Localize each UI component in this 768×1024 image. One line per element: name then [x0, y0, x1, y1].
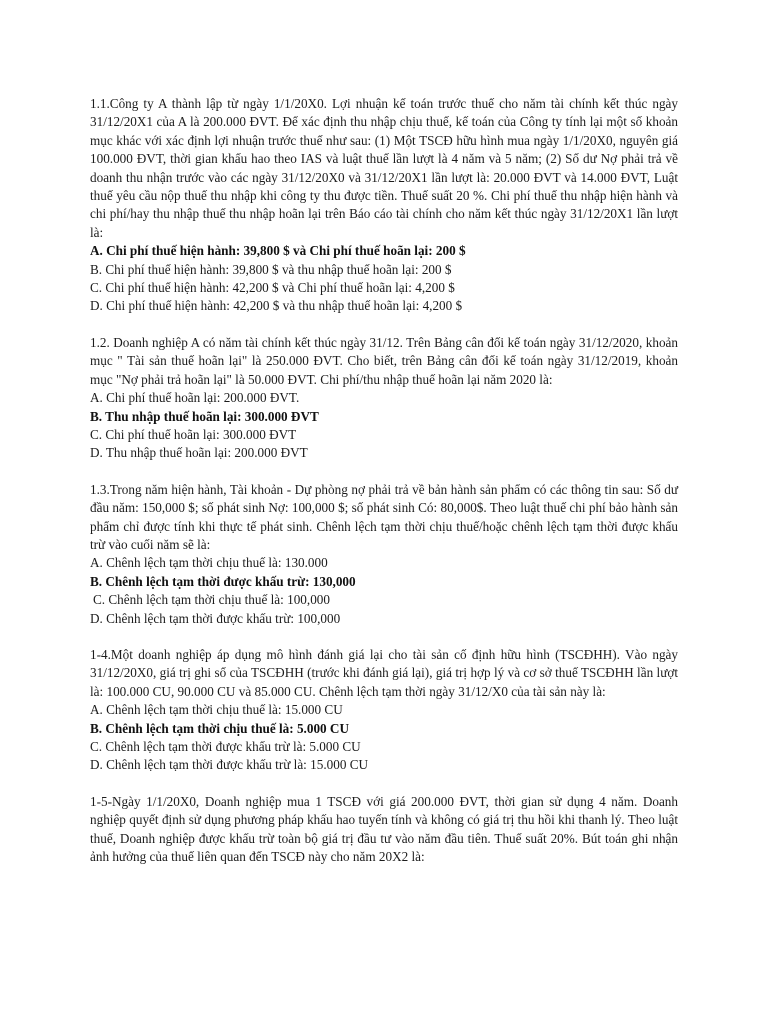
option-b-correct: B. Thu nhập thuế hoãn lại: 300.000 ĐVT: [90, 408, 319, 424]
option-b-correct: B. Chênh lệch tạm thời được khấu trừ: 130,000: [90, 573, 356, 589]
question-text: 1.1.Công ty A thành lập từ ngày 1/1/20X0. Lợi nhuận kế toán trước thuế cho năm tài chính kết thúc ngày 31/12/20X1 của A là 200.000 ĐVT. Để xác định thu nhập chịu thuế, kế toán của Công ty tính lại một số khoản mục khác với xác định lợi nhuận trước thuế như sau: (1) Một TSCĐ hữu hình mua ngày 1/1/20X0, nguyên giá 100.000 ĐVT, thời gian khấu hao theo IAS và luật thuế lần lượt là 4 năm và 5 năm; (2) Số dư Nợ phải trả về doanh thu nhận trước vào các ngày 31/12/20X0 và 31/12/20X1 lần lượt là: 20.000 ĐVT và 14.000 ĐVT, Luật thuế yêu cầu nộp thuế thu nhập khi công ty thu được tiền. Thuế suất 20 %. Chi phí thuế thu nhập hiện hành và chi phí/hay thu nhập thuế thu nhập hoãn lại trên Báo cáo tài chính cho năm kết thúc ngày 31/12/20X1 lần lượt là:: [90, 96, 678, 240]
option-b-correct: B. Chênh lệch tạm thời chịu thuế là: 5.000 CU: [90, 720, 349, 736]
option-a: A. Chênh lệch tạm thời chịu thuế là: 15.000 CU: [90, 702, 343, 718]
option-d: D. Chi phí thuế hiện hành: 42,200 $ và thu nhập thuế hoãn lại: 4,200 $: [90, 298, 463, 314]
option-d: D. Thu nhập thuế hoãn lại: 200.000 ĐVT: [90, 445, 308, 461]
question-text: 1-5-Ngày 1/1/20X0, Doanh nghiệp mua 1 TSCĐ với giá 200.000 ĐVT, thời gian sử dụng 4 năm. Doanh nghiệp quyết định sử dụng phương pháp khấu hao tuyến tính và không có giá trị thu hồi khi thanh lý. Theo luật thuế, Doanh nghiệp được khấu trừ toàn bộ giá trị đầu tư vào năm đầu tiên. Thuế suất 20%. Bút toán ghi nhận ảnh hưởng của thuế liên quan đến TSCĐ này cho năm 20X2 là:: [90, 793, 678, 865]
option-d: D. Chênh lệch tạm thời được khấu trừ là: 15.000 CU: [90, 757, 369, 773]
option-a-correct: A. Chi phí thuế hiện hành: 39,800 $ và Chi phí thuế hoãn lại: 200 $: [90, 243, 466, 259]
option-d: D. Chênh lệch tạm thời được khấu trừ: 100,000: [90, 610, 341, 626]
option-b: B. Chi phí thuế hiện hành: 39,800 $ và thu nhập thuế hoãn lại: 200 $: [90, 261, 452, 277]
question-text: 1.3.Trong năm hiện hành, Tài khoản - Dự phòng nợ phải trả về bản hành sản phẩm có các thông tin sau: Số dư đầu năm: 150,000 $; số phát sinh Nợ: 100,000 $; số phát sinh Có: 80,000$. Theo luật thuế chi phí bảo hành sản phẩm chỉ được tính khi thực tế phát sinh. Chênh lệch tạm thời chịu thuế/hoặc chênh lệch tạm thời được khấu trừ vào cuối năm sẽ là:: [90, 481, 678, 552]
option-a: A. Chi phí thuế hoãn lại: 200.000 ĐVT.: [90, 390, 300, 406]
option-c: C. Chi phí thuế hiện hành: 42,200 $ và Chi phí thuế hoãn lại: 4,200 $: [90, 280, 455, 296]
question-1-1: [90, 95, 678, 316]
question-1-5: [90, 793, 678, 867]
option-a: A. Chênh lệch tạm thời chịu thuế là: 130.000: [90, 555, 328, 571]
question-text: 1-4.Một doanh nghiệp áp dụng mô hình đánh giá lại cho tài sản cố định hữu hình (TSCĐHH). Vào ngày 31/12/20X0, giá trị ghi sổ của TSCĐHH (trước khi đánh giá lại), giá trị hợp lý và cơ sở thuế TSCĐHH lần lượt là: 100.000 CU, 90.000 CU và 85.000 CU. Chênh lệch tạm thời ngày 31/12/X0 của tài sản này là:: [90, 646, 678, 699]
question-1-3: [90, 481, 678, 628]
option-c: C. Chi phí thuế hoãn lại: 300.000 ĐVT: [90, 426, 297, 442]
option-c: C. Chênh lệch tạm thời chịu thuế là: 100,000: [93, 592, 330, 608]
question-1-4: [90, 646, 678, 775]
question-text: 1.2. Doanh nghiệp A có năm tài chính kết thúc ngày 31/12. Trên Bảng cân đối kế toán ngày 31/12/2020, khoản mục " Tài sản thuế hoãn lại" là 250.000 ĐVT. Cho biết, trên Bảng cân đối kế toán ngày 31/12/2019, khoản mục "Nợ phải trả hoãn lại" là 50.000 ĐVT. Chi phí/thu nhập thuế hoãn lại năm 2020 là:: [90, 334, 678, 387]
option-c: C. Chênh lệch tạm thời được khấu trừ là: 5.000 CU: [90, 739, 361, 754]
question-1-2: [90, 334, 678, 463]
